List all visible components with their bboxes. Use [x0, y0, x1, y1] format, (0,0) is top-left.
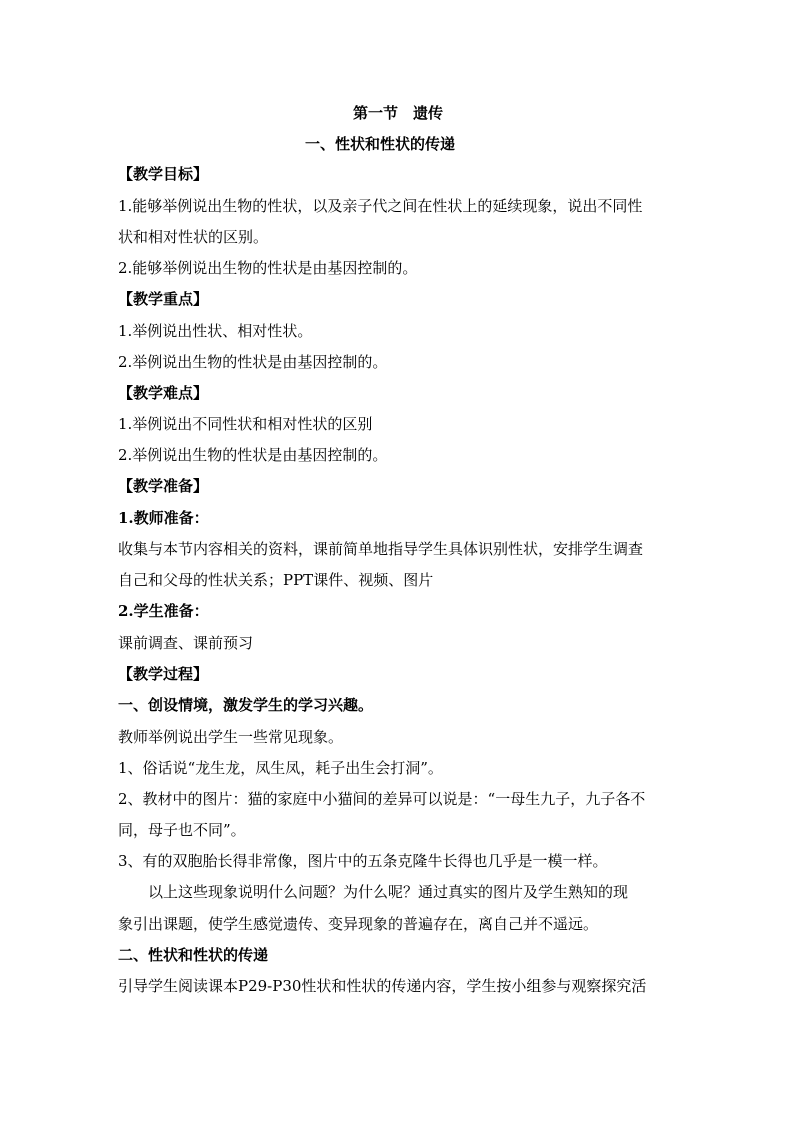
teacher-prep-heading: 1.教师准备： [118, 509, 209, 527]
keypoints-line-2: 2.举例说出生物的性状是由基因控制的。 [118, 353, 388, 371]
objectives-line-1b: 状和相对性状的区别。 [118, 228, 269, 246]
process-summary-a: 以上这些现象说明什么问题？为什么呢？通过真实的图片及学生熟知的现 [148, 883, 629, 901]
objectives-line-2: 2.能够举例说出生物的性状是由基因控制的。 [118, 259, 418, 277]
process-summary-b: 象引出课题，使学生感觉遗传、变异现象的普遍存在，离自己并不遥远。 [118, 915, 599, 933]
teacher-prep-line-a: 收集与本节内容相关的资料，课前简单地指导学生具体识别性状，安排学生调查 [118, 540, 644, 558]
keypoints-line-1: 1.举例说出性状、相对性状。 [118, 322, 313, 340]
teacher-prep-line-b: 自己和父母的性状关系；PPT课件、视频、图片 [118, 571, 434, 589]
section-title: 第一节 遗传 [352, 104, 443, 122]
process-item-2b: 同，母子也不同”。 [118, 821, 246, 839]
lesson-subtitle: 一、性状和性状的传递 [305, 135, 456, 153]
process-item-3: 3、有的双胞胎长得非常像，图片中的五条克隆牛长得也几乎是一模一样。 [118, 852, 608, 870]
objectives-line-1a: 1.能够举例说出生物的性状，以及亲子代之间在性状上的延续现象，说出不同性 [118, 197, 643, 215]
preparation-heading: 【教学准备】 [118, 477, 209, 495]
keypoints-heading: 【教学重点】 [118, 290, 209, 308]
process-item-2a: 2、教材中的图片：猫的家庭中小猫间的差异可以说是：“一母生九子，九子各不 [118, 790, 646, 808]
process-heading: 【教学过程】 [118, 665, 209, 683]
difficulties-line-1: 1.举例说出不同性状和相对性状的区别 [118, 415, 373, 433]
process-part2-text: 引导学生阅读课本P29-P30性状和性状的传递内容，学生按小组参与观察探究活 [118, 977, 647, 995]
difficulties-heading: 【教学难点】 [118, 384, 209, 402]
student-prep-heading: 2.学生准备： [118, 602, 209, 620]
process-part1-intro: 教师举例说出学生一些常见现象。 [118, 728, 344, 746]
process-part1-heading: 一、创设情境，激发学生的学习兴趣。 [118, 696, 374, 714]
difficulties-line-2: 2.举例说出生物的性状是由基因控制的。 [118, 446, 388, 464]
process-part2-heading: 二、性状和性状的传递 [118, 946, 269, 964]
student-prep-line: 课前调查、课前预习 [118, 634, 254, 652]
objectives-heading: 【教学目标】 [118, 165, 209, 183]
process-item-1: 1、俗话说“龙生龙，凤生凤，耗子出生会打洞”。 [118, 759, 443, 777]
